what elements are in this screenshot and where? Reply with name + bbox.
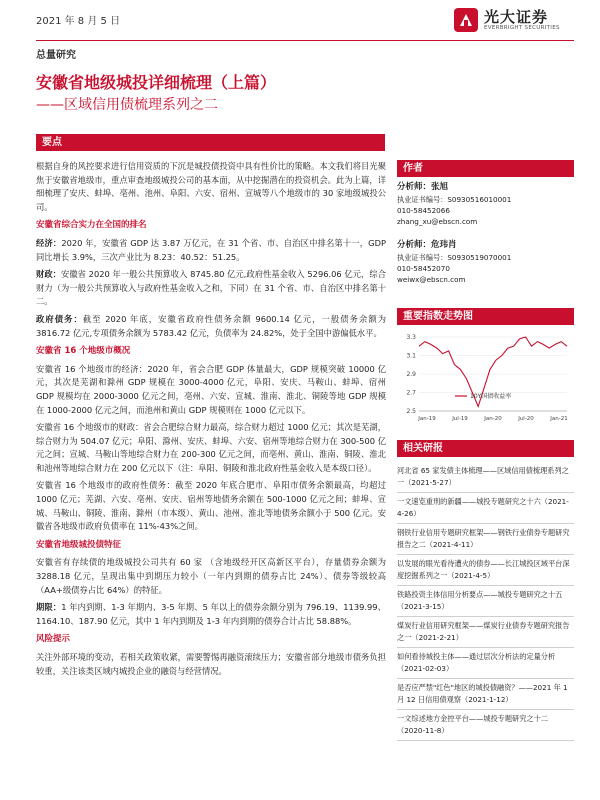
key-points-heading: 要点 — [36, 134, 385, 151]
cities-economy-paragraph: 安徽省 16 个地级市的经济：2020 年，省会合肥 GDP 体量最大，GDP 规模突破 10000 亿元，其次是芜湖和滁州 GDP 规模在 3000-4000 亿元，阜阳、安庆、马鞍山、蚌埠、宿州 GDP 规模均在 2000-3000 亿元之间，亳州、六安、宣城、淮南、淮北、铜陵等地 GDP 规模在 1000-2000 亿元之间，而池州和黄山 GDP 规模则在 1000 亿元以下。 — [36, 363, 386, 415]
chart-x-tick-label: Jul-20 — [518, 416, 534, 422]
section-heading-risk: 风险提示 — [36, 634, 71, 645]
brand-logo-icon — [452, 6, 480, 34]
economy-label: 经济： — [36, 237, 62, 248]
chart-y-tick-label: 2.9 — [406, 371, 416, 378]
reports-heading: 相关研报 — [397, 440, 574, 457]
related-report-item[interactable]: 一文速览重刑的新疆——城投专题研究之十六（2021-4-26） — [397, 493, 574, 524]
author-email[interactable]: zhang_xu@ebscn.com — [397, 217, 478, 226]
maturity-label: 期限： — [36, 602, 62, 613]
maturity-text: 1 年内到期、1-3 年期内、3-5 年期、5 年以上的债券余额分别为 796.19、1139.99、1164.10、187.90 亿元，其中 1 年内到期及 1-3 年内到期的债券合计占比 58.88%。 — [36, 602, 386, 626]
author-phone: 010-58452070 — [397, 264, 450, 273]
section-heading-cities: 安徽省 16 个地级市概况 — [36, 346, 131, 357]
author-card — [397, 182, 574, 227]
intro-paragraph: 根据自身的风控要求进行信用资质的下沉是城投债投资中具有性价比的策略。本文我们将目光聚焦于安徽省地级市，重点审查地级城投公司的基本面，从中挖掘潜在的投资机会。此为上篇，详细梳理了安庆、蚌埠、亳州、池州、阜阳、六安、宿州、宣城等八个地级市的 30 家地级城投公司。 — [36, 161, 386, 212]
report-subtitle: ——区域信用债梳理系列之二 — [36, 97, 218, 113]
chart-legend-label: 10Y国债收益率 — [470, 393, 512, 400]
characteristics-paragraph: 安徽省有存续债的地级城投公司共有 60 家 （含地级经开区高新区平台），存量债券余额为 3288.18 亿元，呈现出集中到期压力较小（一年内到期的债券占比 24%）、债券等级较高（AA+级债券占比 64%）的特征。 — [36, 557, 386, 595]
economy-paragraph — [36, 237, 386, 264]
related-report-item[interactable]: 如何看待城投主体——通过层次分析法的定量分析（2021-02-03） — [397, 648, 574, 679]
cities-debt-paragraph: 安徽省 16 个地级市的政府性债务：截至 2020 年底合肥市、阜阳市债务余额最高，均超过 1000 亿元；芜湖、六安、亳州、安庆、宿州等地债务余额在 500-1000 亿元之间；蚌埠、宣城、马鞍山、铜陵、淮南、滁州（市本级）、黄山、池州、淮北等地债务余额小于 500 亿元。安徽省各地级市政府负债率在 11%-43%之间。 — [36, 480, 386, 532]
main-content — [36, 160, 386, 682]
chart-y-tick-label: 3.3 — [406, 334, 416, 341]
report-date: 2021 年 8 月 5 日 — [36, 16, 121, 27]
maturity-paragraph — [36, 601, 386, 628]
fiscal-label: 财政： — [36, 269, 61, 280]
index-trend-chart — [397, 329, 574, 429]
related-report-item[interactable]: 钢铁行业信用专题研究框架——钢铁行业债券专题研究报告之二（2021-4-11） — [397, 524, 574, 555]
section-heading-ranking: 安徽省综合实力在全国的排名 — [36, 220, 147, 231]
chart-x-tick-label: Jan-19 — [418, 416, 436, 422]
debt-text: 截至 2020 年底，安徽省政府性债务余额 9600.14 亿元，一般债务余额为 3816.72 亿元,专项债务余额为 5783.42 亿元，负债率为 24.82%，处于全国中游偏低水平。 — [36, 313, 386, 338]
chart-y-tick-label: 2.5 — [406, 408, 416, 415]
cities-fiscal-paragraph: 安徽省 16 个地级市的财政：省会合肥综合财力最高，综合财力超过 1000 亿元；其次是芜湖，综合财力为 504.07 亿元；阜阳、滁州、安庆、蚌埠、六安、宿州等地综合财力在 300-500 亿元之间；宣城、马鞍山等地综合财力在 200-300 亿元之间，而亳州、黄山、淮南、铜陵、淮北和池州等地综合财力在 200 亿元以下（注：阜阳、铜陵和淮北政府性基金收入是本级口径）。 — [36, 422, 386, 473]
economy-text: 2020 年，安徽省 GDP 达 3.87 万亿元，在 31 个省、市、自治区中排名第十一，GDP 同比增长 3.9%，三次产业比为 8.23：40.52：51.25。 — [36, 237, 386, 262]
related-report-item[interactable]: 煤炭行业信用研究框架——煤炭行业债券专题研究报告之一（2021-2-21） — [397, 617, 574, 648]
debt-paragraph — [36, 313, 386, 340]
chart-x-tick-label: Jul-19 — [452, 416, 468, 422]
chart-x-tick-label: Jan-20 — [484, 416, 502, 422]
report-title: 安徽省地级城投详细梳理（上篇） — [36, 73, 277, 92]
author-email[interactable]: weiwx@ebscn.com — [397, 275, 466, 284]
report-category: 总量研究 — [36, 50, 76, 61]
author-name: 分析师：张旭 — [397, 182, 449, 192]
related-report-item[interactable]: 河北省 65 家发债主体梳理——区域信用债梳理系列之一（2021-5-27） — [397, 462, 574, 493]
header-divider — [36, 40, 574, 41]
chart-y-tick-label: 3.1 — [406, 352, 416, 360]
related-report-item[interactable]: 一文综述地方金控平台——城投专题研究之十二（2020-11-8） — [397, 710, 574, 741]
author-cert: 执业证书编号：S0930519070001 — [397, 253, 512, 262]
chart-y-tick-label: 2.7 — [406, 389, 416, 397]
related-report-item[interactable]: 以发展的眼光看待遭火的债券——长江城投区域平台深度挖掘系列之一（2021-4-5） — [397, 555, 574, 586]
fiscal-text: 安徽省 2020 年一般公共预算收入 8745.80 亿元,政府性基金收入 5296.06 亿元，综合财力（为一般公共预算收入与政府性基金收入之和，下同）在 31 个省、市、自治区中排名第十二。 — [36, 269, 386, 307]
author-phone: 010-58452066 — [397, 206, 450, 215]
brand-name-en: EVERBRIGHT SECURITIES — [484, 25, 560, 31]
debt-label: 政府债务： — [36, 313, 83, 324]
authors-heading: 作者 — [397, 160, 574, 177]
brand-name-cn: 光大证券 — [484, 8, 549, 26]
author-card — [397, 240, 574, 285]
fiscal-paragraph — [36, 268, 386, 309]
author-name: 分析师：危玮肖 — [397, 240, 457, 250]
related-reports-list — [397, 462, 574, 741]
author-cert: 执业证书编号：S0930516010001 — [397, 195, 512, 204]
brand-logo — [452, 6, 572, 36]
chart-heading: 重要指数走势图 — [397, 308, 574, 325]
related-report-item[interactable]: 是否应严禁"红色"地区的城投债融资？——2021 年 1 月 12 日信用债观察（2021-1-12） — [397, 679, 574, 710]
related-report-item[interactable]: 铁路投资主体信用分析要点——城投专题研究之十五（2021-3-15） — [397, 586, 574, 617]
chart-x-tick-label: Jan-21 — [550, 416, 568, 422]
section-heading-characteristics: 安徽省地级城投债特征 — [36, 539, 122, 550]
risk-paragraph: 关注外部环境的变动，若相关政策收紧，需要警惕再融资滚续压力；安徽省部分地级市债务负担较重，关注该类区域内城投企业的融资与经营情况。 — [36, 652, 386, 676]
